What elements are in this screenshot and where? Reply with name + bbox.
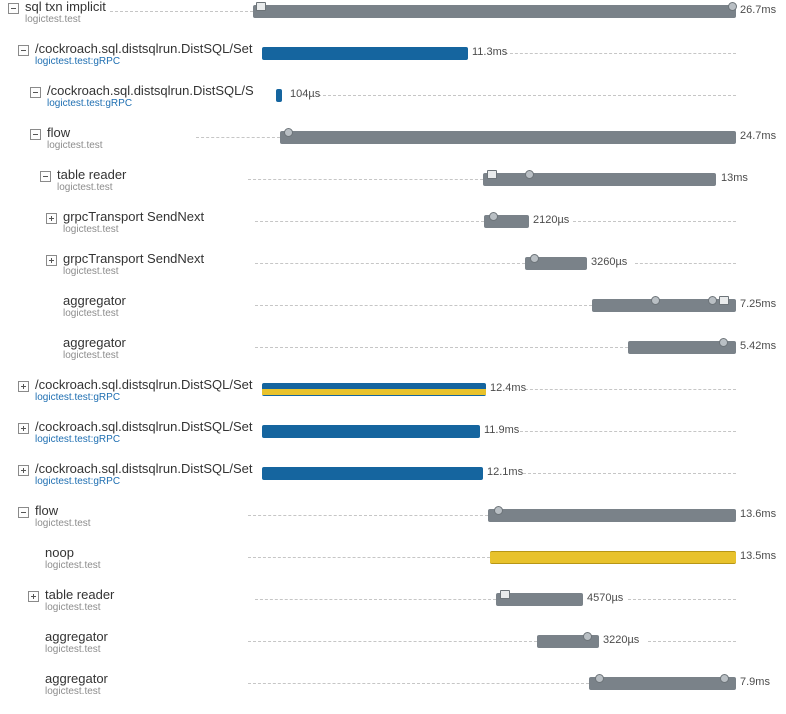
no-toggle-icon <box>28 675 39 686</box>
span-duration-bar[interactable] <box>490 551 736 564</box>
span-duration-label: 7.25ms <box>740 298 777 310</box>
span-duration-label: 3260µs <box>591 256 628 268</box>
span-label <box>46 294 126 320</box>
span-duration-label: 5.42ms <box>740 340 777 352</box>
service-name: logictest.test <box>63 266 119 278</box>
span-child-marker-dot[interactable] <box>530 254 539 263</box>
service-name[interactable]: logictest.test:gRPC <box>35 392 121 404</box>
span-label <box>46 252 204 278</box>
span-duration-bar[interactable] <box>276 89 282 102</box>
span-duration-label: 11.9ms <box>484 424 520 436</box>
service-name[interactable]: logictest.test:gRPC <box>35 476 121 488</box>
span-connector-line-trailing <box>505 53 736 54</box>
service-name: logictest.test <box>47 140 103 152</box>
span-row[interactable] <box>0 0 786 42</box>
span-row[interactable] <box>0 168 786 210</box>
expand-icon[interactable] <box>18 465 29 476</box>
span-connector-line <box>110 11 253 12</box>
span-duration-label: 2120µs <box>533 214 570 226</box>
no-toggle-icon <box>28 633 39 644</box>
span-names <box>63 294 126 320</box>
collapse-icon[interactable] <box>18 507 29 518</box>
span-row[interactable] <box>0 588 786 630</box>
service-name: logictest.test <box>57 182 113 194</box>
operation-name: aggregator <box>63 335 126 350</box>
span-names <box>45 630 108 656</box>
span-row[interactable] <box>0 630 786 672</box>
span-label <box>28 546 101 572</box>
span-connector-line <box>255 221 484 222</box>
no-toggle-icon <box>28 549 39 560</box>
expand-icon[interactable] <box>28 591 39 602</box>
span-connector-line <box>248 557 490 558</box>
span-duration-label: 26.7ms <box>740 4 777 16</box>
span-connector-line-trailing <box>525 389 736 390</box>
span-child-marker-dot[interactable] <box>720 674 729 683</box>
span-names <box>63 252 204 278</box>
operation-name: aggregator <box>45 629 108 644</box>
service-name: logictest.test <box>63 308 119 320</box>
span-row[interactable] <box>0 84 786 126</box>
collapse-icon[interactable] <box>30 87 41 98</box>
span-connector-line <box>255 599 496 600</box>
span-names <box>45 588 114 614</box>
service-name[interactable]: logictest.test:gRPC <box>47 98 133 110</box>
span-connector-line-trailing <box>635 263 736 264</box>
span-connector-line-trailing <box>523 473 736 474</box>
span-duration-label: 7.9ms <box>740 676 770 688</box>
span-duration-bar[interactable] <box>488 509 736 522</box>
span-label <box>46 210 204 236</box>
span-label <box>18 462 252 488</box>
service-name[interactable]: logictest.test:gRPC <box>35 56 121 68</box>
service-name: logictest.test <box>45 602 101 614</box>
span-duration-label: 24.7ms <box>740 130 777 142</box>
span-duration-label: 13.6ms <box>740 508 777 520</box>
operation-name: aggregator <box>45 671 108 686</box>
span-label <box>18 378 252 404</box>
service-name: logictest.test <box>35 518 91 530</box>
span-label <box>30 126 103 152</box>
service-name: logictest.test <box>63 350 119 362</box>
span-label <box>28 630 108 656</box>
span-child-marker-dot[interactable] <box>728 2 737 11</box>
expand-icon[interactable] <box>18 423 29 434</box>
span-duration-bar[interactable] <box>589 677 736 690</box>
span-duration-bar[interactable] <box>262 467 483 480</box>
span-connector-line <box>248 179 483 180</box>
span-child-marker-dot[interactable] <box>708 296 717 305</box>
operation-name: table reader <box>57 167 127 182</box>
span-row[interactable] <box>0 126 786 168</box>
span-names <box>35 378 252 404</box>
span-names <box>35 504 91 530</box>
span-names <box>25 0 106 26</box>
collapse-icon[interactable] <box>40 171 51 182</box>
operation-name: sql txn implicit <box>25 0 106 14</box>
span-duration-label: 13ms <box>721 172 748 184</box>
operation-name: /cockroach.sql.distsqlrun.DistSQL/Set <box>35 377 253 392</box>
span-label <box>30 84 254 110</box>
span-child-marker-square[interactable] <box>719 296 729 305</box>
span-label <box>40 168 126 194</box>
span-duration-label: 11.3ms <box>472 46 508 58</box>
span-row[interactable] <box>0 378 786 420</box>
span-row[interactable] <box>0 252 786 294</box>
span-connector-line-trailing <box>648 641 736 642</box>
span-duration-bar[interactable] <box>280 131 736 144</box>
span-connector-line-trailing <box>628 599 736 600</box>
span-duration-bar[interactable] <box>262 47 468 60</box>
operation-name: noop <box>45 545 74 560</box>
span-label <box>18 504 91 530</box>
span-names <box>47 126 103 152</box>
span-label <box>46 336 126 362</box>
span-row[interactable] <box>0 504 786 546</box>
collapse-icon[interactable] <box>8 3 19 14</box>
span-connector-line-trailing <box>573 221 736 222</box>
span-duration-bar[interactable] <box>262 383 486 396</box>
span-row[interactable] <box>0 672 786 714</box>
span-connector-line <box>248 683 589 684</box>
span-child-marker-dot[interactable] <box>494 506 503 515</box>
span-child-marker-square[interactable] <box>487 170 497 179</box>
span-row[interactable] <box>0 42 786 84</box>
operation-name: grpcTransport SendNext <box>63 209 205 224</box>
service-name: logictest.test <box>45 686 101 698</box>
span-row[interactable] <box>0 210 786 252</box>
span-label <box>28 672 108 698</box>
span-names <box>63 336 126 362</box>
expand-icon[interactable] <box>18 381 29 392</box>
span-row[interactable] <box>0 294 786 336</box>
service-name: logictest.test <box>45 644 101 656</box>
span-row[interactable] <box>0 336 786 378</box>
span-child-marker-dot[interactable] <box>525 170 534 179</box>
span-duration-label: 12.4ms <box>490 382 527 394</box>
span-duration-label: 12.1ms <box>487 466 524 478</box>
span-names <box>63 210 204 236</box>
operation-name: /cockroach.sql.distsqlrun.DistSQL/S <box>47 83 254 98</box>
span-names <box>47 84 254 110</box>
span-names <box>35 420 252 446</box>
span-duration-label: 4570µs <box>587 592 624 604</box>
operation-name: table reader <box>45 587 115 602</box>
span-duration-label: 104µs <box>290 88 321 100</box>
service-name[interactable]: logictest.test:gRPC <box>35 434 121 446</box>
operation-name: /cockroach.sql.distsqlrun.DistSQL/Set <box>35 461 253 476</box>
service-name: logictest.test <box>45 560 101 572</box>
expand-icon[interactable] <box>46 213 57 224</box>
operation-name: flow <box>35 503 59 518</box>
span-duration-label: 13.5ms <box>740 550 777 562</box>
span-names <box>57 168 126 194</box>
span-connector-line-trailing <box>520 431 736 432</box>
operation-name: grpcTransport SendNext <box>63 251 205 266</box>
span-row[interactable] <box>0 546 786 588</box>
span-connector-line <box>248 641 537 642</box>
no-toggle-icon <box>46 339 57 350</box>
span-names <box>45 672 108 698</box>
span-names <box>45 546 101 572</box>
span-duration-bar[interactable] <box>262 425 480 438</box>
span-row[interactable] <box>0 420 786 462</box>
no-toggle-icon <box>46 297 57 308</box>
operation-name: flow <box>47 125 71 140</box>
span-label <box>18 42 252 68</box>
span-bar-stripe <box>262 389 486 395</box>
span-connector-line <box>196 137 280 138</box>
span-connector-line-trailing <box>318 95 736 96</box>
span-child-marker-dot[interactable] <box>651 296 660 305</box>
service-name: logictest.test <box>63 224 119 236</box>
expand-icon[interactable] <box>46 255 57 266</box>
span-child-marker-dot[interactable] <box>595 674 604 683</box>
span-child-marker-dot[interactable] <box>489 212 498 221</box>
span-names <box>35 42 252 68</box>
span-duration-label: 3220µs <box>603 634 640 646</box>
span-row[interactable] <box>0 462 786 504</box>
service-name: logictest.test <box>25 14 81 26</box>
operation-name: /cockroach.sql.distsqlrun.DistSQL/Set <box>35 419 253 434</box>
span-child-marker-dot[interactable] <box>583 632 592 641</box>
operation-name: /cockroach.sql.distsqlrun.DistSQL/Set <box>35 41 253 56</box>
span-names <box>35 462 252 488</box>
span-child-marker-square[interactable] <box>500 590 510 599</box>
span-label <box>28 588 114 614</box>
collapse-icon[interactable] <box>18 45 29 56</box>
span-connector-line <box>248 515 488 516</box>
span-label <box>18 420 252 446</box>
span-child-marker-dot[interactable] <box>284 128 293 137</box>
span-duration-bar[interactable] <box>253 5 736 18</box>
span-duration-bar[interactable] <box>483 173 716 186</box>
operation-name: aggregator <box>63 293 126 308</box>
span-child-marker-dot[interactable] <box>719 338 728 347</box>
span-label <box>8 0 106 26</box>
span-connector-line <box>255 305 592 306</box>
span-connector-line <box>255 263 525 264</box>
collapse-icon[interactable] <box>30 129 41 140</box>
span-connector-line <box>255 347 628 348</box>
span-child-marker-square[interactable] <box>256 2 266 11</box>
